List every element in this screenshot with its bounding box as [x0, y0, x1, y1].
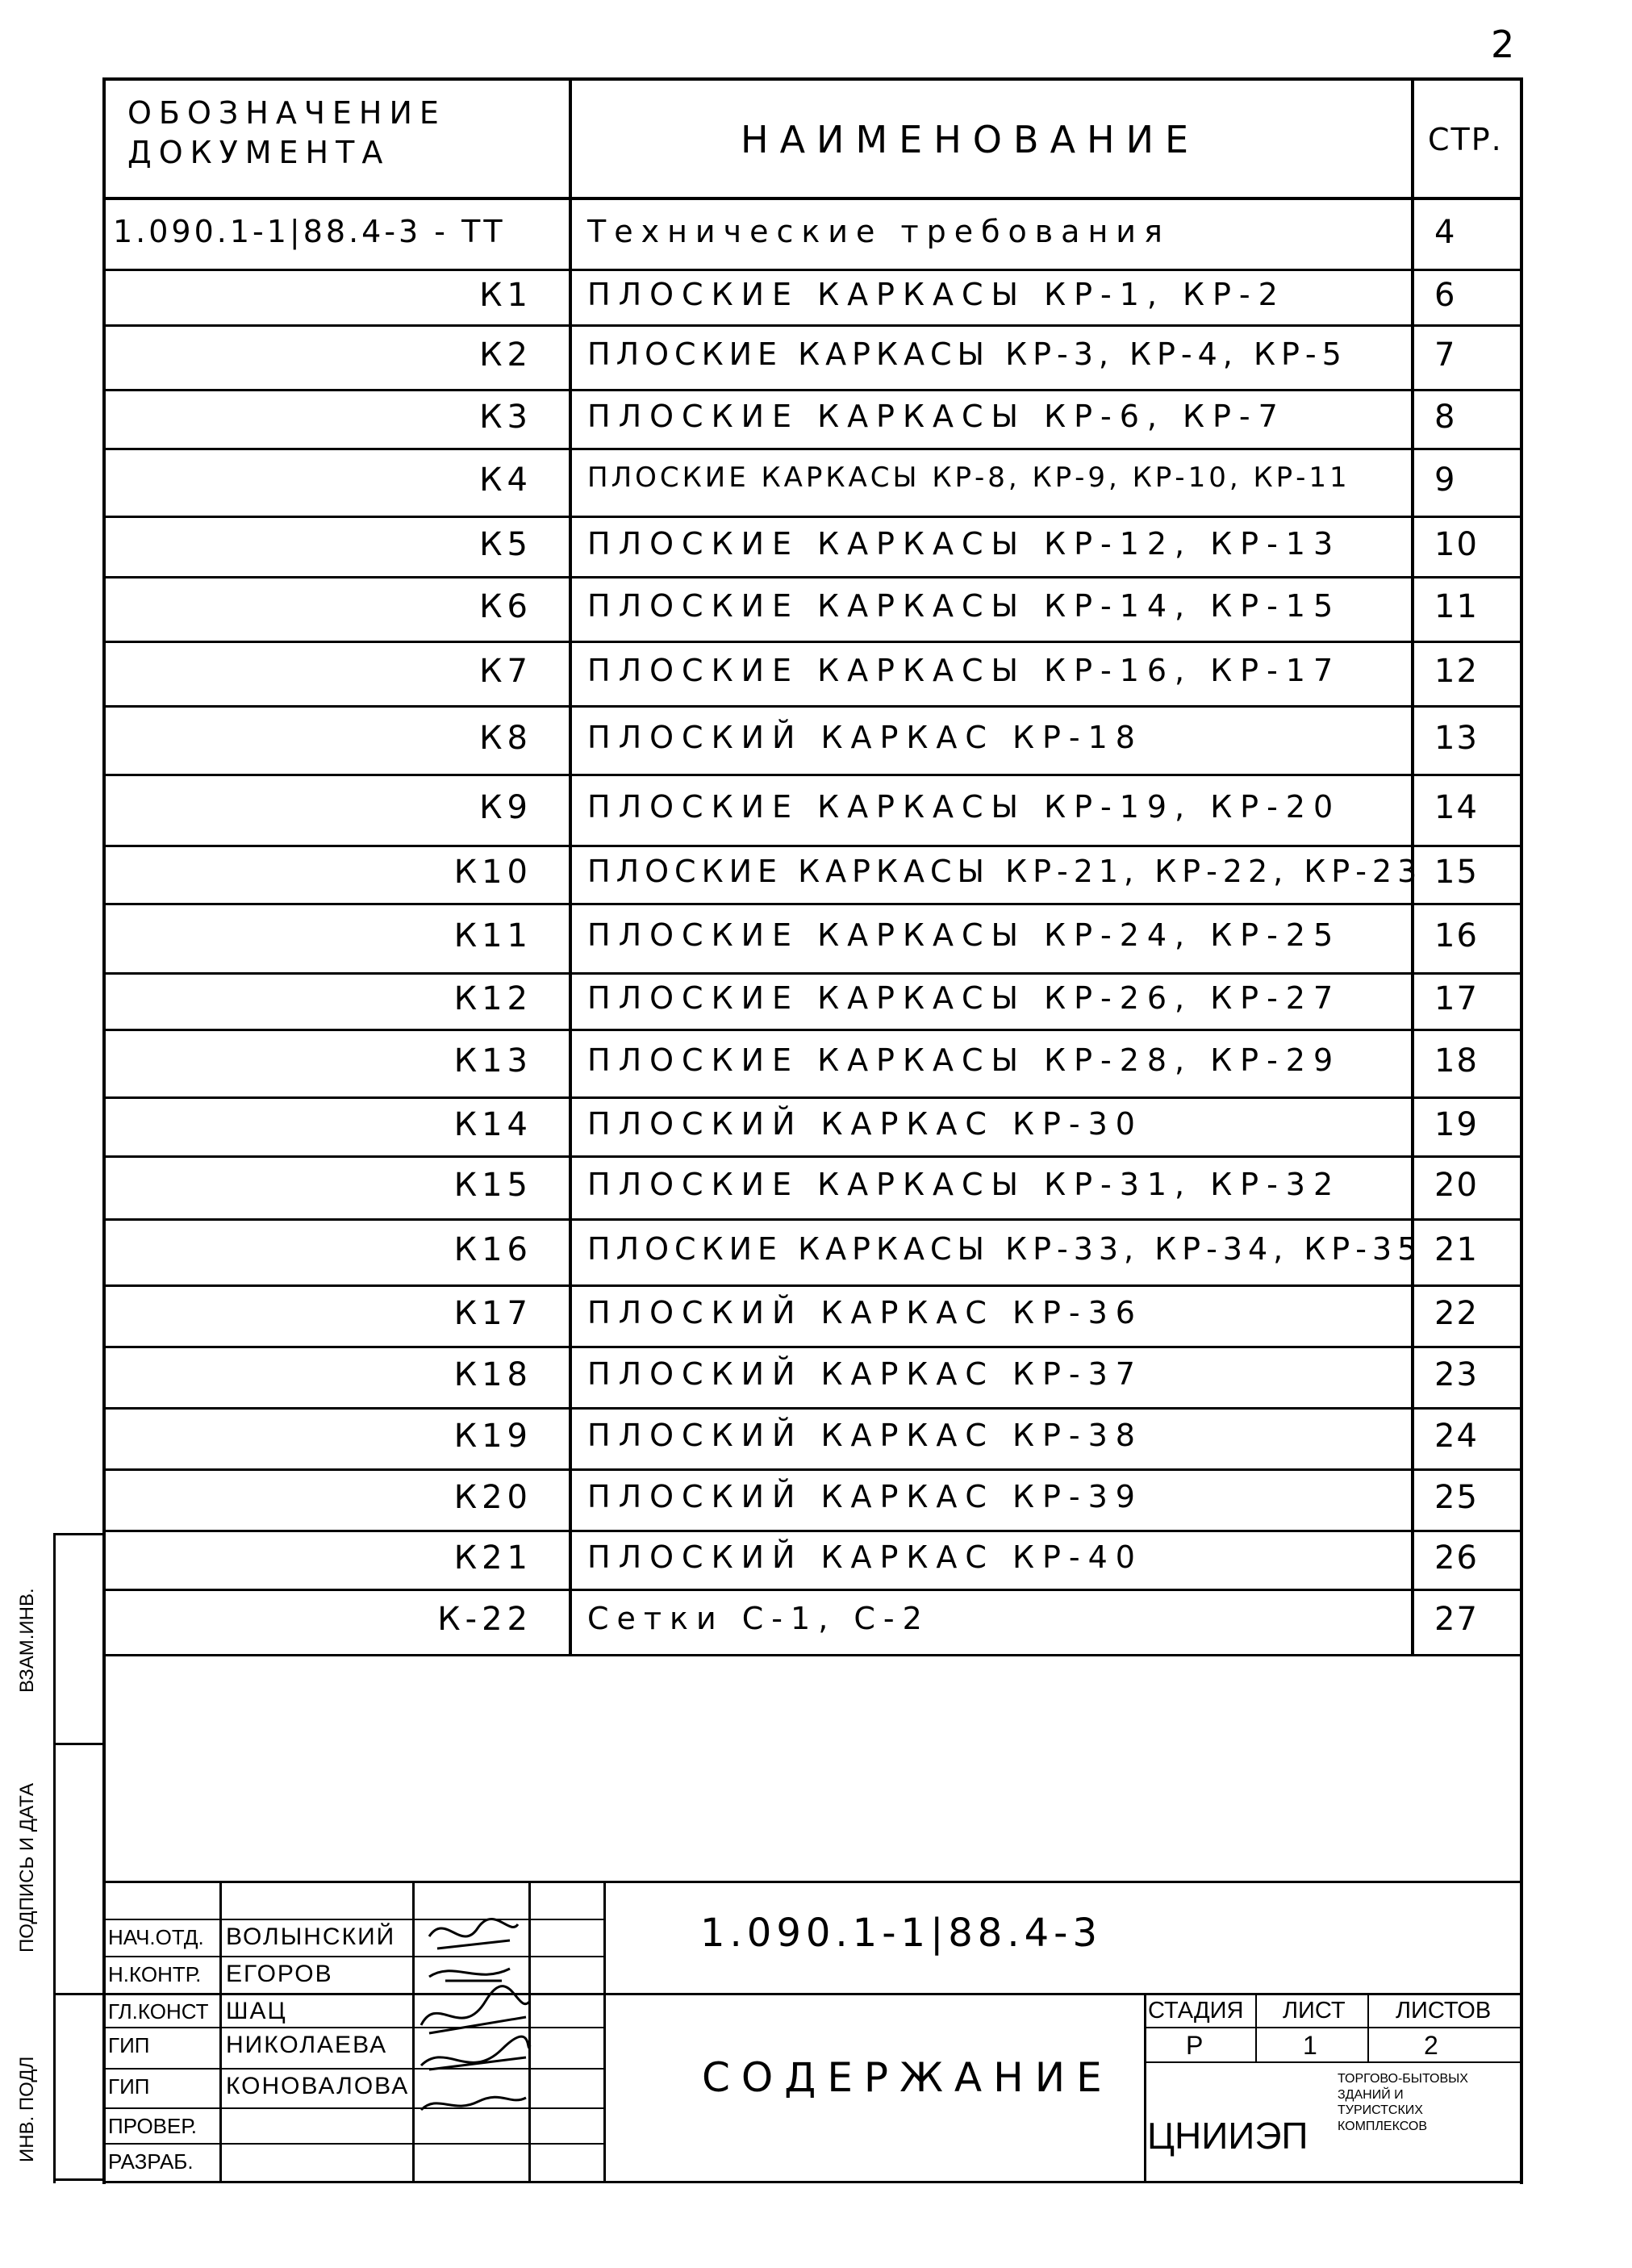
stage-value: Р: [1186, 2031, 1204, 2060]
row-designation: К7: [479, 653, 532, 690]
row-divider: [102, 1096, 1523, 1099]
side-label-inv-replaced: ВЗАМ.ИНВ.: [16, 1588, 38, 1693]
row-name: ПЛОСКИЙ КАРКАС КР-30: [587, 1105, 1143, 1142]
sheet-value: 1: [1303, 2031, 1317, 2060]
row-designation: К12: [453, 980, 532, 1017]
organization-subtitle: ТОРГОВО-БЫТОВЫХ ЗДАНИЙ И ТУРИСТСКИХ КОМПЛЕКСОВ: [1338, 2072, 1468, 2133]
row-divider: [102, 1346, 1523, 1348]
organization: ЦНИИЭП: [1147, 2115, 1309, 2157]
row-name: ПЛОСКИЕ КАРКАСЫ КР-21, КР-22, КР-23: [587, 854, 1423, 889]
row-divider: [102, 1530, 1523, 1532]
row-divider: [102, 845, 1523, 847]
row-page: 19: [1434, 1105, 1479, 1143]
row-divider: [102, 705, 1523, 708]
row-divider: [102, 576, 1523, 578]
side-label-signature-date: ПОДПИСЬ И ДАТА: [16, 1782, 38, 1953]
row-designation: К13: [453, 1042, 532, 1080]
document-title: СОДЕРЖАНИЕ: [702, 2054, 1113, 2101]
row-page: 13: [1434, 719, 1479, 757]
row-page: 27: [1434, 1600, 1479, 1638]
row-designation: К20: [453, 1479, 532, 1516]
row-divider: [102, 641, 1523, 643]
staff-role: Н.КОНТР.: [108, 1962, 202, 1986]
row-designation: К14: [453, 1105, 532, 1143]
header-designation: ОБОЗНАЧЕНИЕ ДОКУМЕНТА: [127, 95, 446, 170]
row-page: 21: [1434, 1231, 1479, 1268]
row-designation: К16: [453, 1231, 532, 1268]
row-name: ПЛОСКИЕ КАРКАСЫ КР-33, КР-34, КР-35: [587, 1231, 1423, 1267]
staff-role: ПРОВЕР.: [108, 2114, 198, 2138]
row-page: 17: [1434, 980, 1479, 1017]
row-divider: [102, 1155, 1523, 1158]
row-designation: К11: [453, 917, 532, 954]
row-page: 24: [1434, 1418, 1479, 1455]
row-page: 16: [1434, 917, 1479, 954]
row-page: 8: [1434, 398, 1457, 436]
staff-name: ШАЦ: [226, 1998, 287, 2024]
row-name: ПЛОСКИЕ КАРКАСЫ КР-16, КР-17: [587, 653, 1342, 688]
row-page: 14: [1434, 789, 1479, 826]
row-divider: [102, 1284, 1523, 1287]
row-page: 6: [1434, 276, 1457, 314]
row-name: ПЛОСКИЕ КАРКАСЫ КР-26, КР-27: [587, 980, 1342, 1016]
row-name: ПЛОСКИЕ КАРКАСЫ КР-24, КР-25: [587, 917, 1342, 953]
row-designation: К6: [479, 588, 532, 625]
row-page: 18: [1434, 1042, 1479, 1080]
row-page: 26: [1434, 1539, 1479, 1577]
row-page: 20: [1434, 1167, 1479, 1204]
row-designation: К21: [453, 1539, 532, 1577]
row-designation: К18: [453, 1356, 532, 1393]
row-designation: К3: [479, 398, 532, 436]
staff-role: РАЗРАБ.: [108, 2149, 194, 2174]
row-page: 25: [1434, 1479, 1479, 1516]
row-name: ПЛОСКИЕ КАРКАСЫ КР-14, КР-15: [587, 588, 1342, 624]
row-divider: [102, 324, 1523, 327]
row-page: 10: [1434, 525, 1479, 563]
row-divider: [102, 1407, 1523, 1410]
row-designation: К19: [453, 1418, 532, 1455]
sheets-label: ЛИСТОВ: [1396, 1998, 1492, 2024]
row-designation: К5: [479, 525, 532, 563]
row-name: ПЛОСКИЕ КАРКАСЫ КР-3, КР-4, КР-5: [587, 336, 1347, 372]
row-divider: [102, 774, 1523, 776]
row-divider: [102, 448, 1523, 450]
signatures-image: [413, 1904, 534, 2178]
row-divider: [102, 389, 1523, 391]
row-name: ПЛОСКИЕ КАРКАСЫ КР-8, КР-9, КР-10, КР-11: [587, 462, 1350, 494]
staff-name: ЕГОРОВ: [226, 1961, 333, 1987]
page-number: 2: [1491, 23, 1523, 66]
row-divider: [102, 1589, 1523, 1591]
row-designation: К1: [479, 276, 532, 314]
row-divider: [102, 516, 1523, 518]
staff-role: ГЛ.КОНСТ: [108, 1999, 209, 2024]
row-name: ПЛОСКИЙ КАРКАС КР-18: [587, 719, 1143, 755]
row-name: ПЛОСКИЙ КАРКАС КР-39: [587, 1479, 1143, 1514]
staff-role: ГИП: [108, 2074, 150, 2099]
row-name: ПЛОСКИЙ КАРКАС КР-36: [587, 1295, 1143, 1330]
staff-name: КОНОВАЛОВА: [226, 2073, 410, 2099]
row-page: 12: [1434, 653, 1479, 690]
header-page: СТР.: [1428, 122, 1503, 157]
row-name: ПЛОСКИЙ КАРКАС КР-40: [587, 1539, 1143, 1575]
document-code: 1.090.1-1|88.4-3: [700, 1911, 1102, 1956]
row-divider: [102, 903, 1523, 905]
row-page: 22: [1434, 1295, 1479, 1332]
row-name: Сетки С-1, С-2: [587, 1600, 930, 1636]
row-designation: К-22: [437, 1600, 532, 1638]
staff-name: ВОЛЫНСКИЙ: [226, 1923, 396, 1950]
row-page: 23: [1434, 1356, 1479, 1393]
row-designation: К10: [453, 854, 532, 891]
staff-name: НИКОЛАЕВА: [226, 2032, 388, 2058]
row-designation: К8: [479, 719, 532, 757]
row-name: ПЛОСКИЙ КАРКАС КР-38: [587, 1418, 1143, 1453]
row-name: ПЛОСКИЕ КАРКАСЫ КР-6, КР-7: [587, 398, 1286, 434]
row-divider: [102, 269, 1523, 271]
row-designation: 1.090.1-1|88.4-3 - ТТ: [113, 213, 506, 249]
row-designation: К15: [453, 1167, 532, 1204]
side-label-inv-original: ИНВ. ПОДЛ: [16, 2056, 38, 2162]
row-divider: [102, 1218, 1523, 1221]
row-name: ПЛОСКИЕ КАРКАСЫ КР-12, КР-13: [587, 525, 1342, 562]
row-divider: [102, 1468, 1523, 1471]
stage-label: СТАДИЯ: [1148, 1998, 1244, 2024]
row-page: 7: [1434, 336, 1457, 374]
row-name: ПЛОСКИЕ КАРКАСЫ КР-31, КР-32: [587, 1167, 1342, 1202]
row-name: ПЛОСКИЙ КАРКАС КР-37: [587, 1356, 1143, 1392]
row-page: 4: [1434, 213, 1457, 251]
row-designation: К9: [479, 789, 532, 826]
staff-role: ГИП: [108, 2033, 150, 2057]
row-page: 11: [1434, 588, 1479, 625]
row-designation: К2: [479, 336, 532, 374]
staff-role: НАЧ.ОТД.: [108, 1925, 204, 1949]
sheets-value: 2: [1424, 2031, 1438, 2060]
row-page: 15: [1434, 854, 1479, 891]
row-name: ПЛОСКИЕ КАРКАСЫ КР-19, КР-20: [587, 789, 1342, 825]
row-name: ПЛОСКИЕ КАРКАСЫ КР-1, КР-2: [587, 276, 1286, 312]
row-divider: [102, 1029, 1523, 1031]
row-designation: К17: [453, 1295, 532, 1332]
row-name: Технические требования: [587, 213, 1171, 249]
row-divider: [102, 972, 1523, 975]
sheet-label: ЛИСТ: [1283, 1998, 1346, 2024]
row-designation: К4: [479, 462, 532, 499]
row-page: 9: [1434, 462, 1457, 499]
row-name: ПЛОСКИЕ КАРКАСЫ КР-28, КР-29: [587, 1042, 1342, 1078]
header-name: НАИМЕНОВАНИЕ: [741, 118, 1200, 161]
